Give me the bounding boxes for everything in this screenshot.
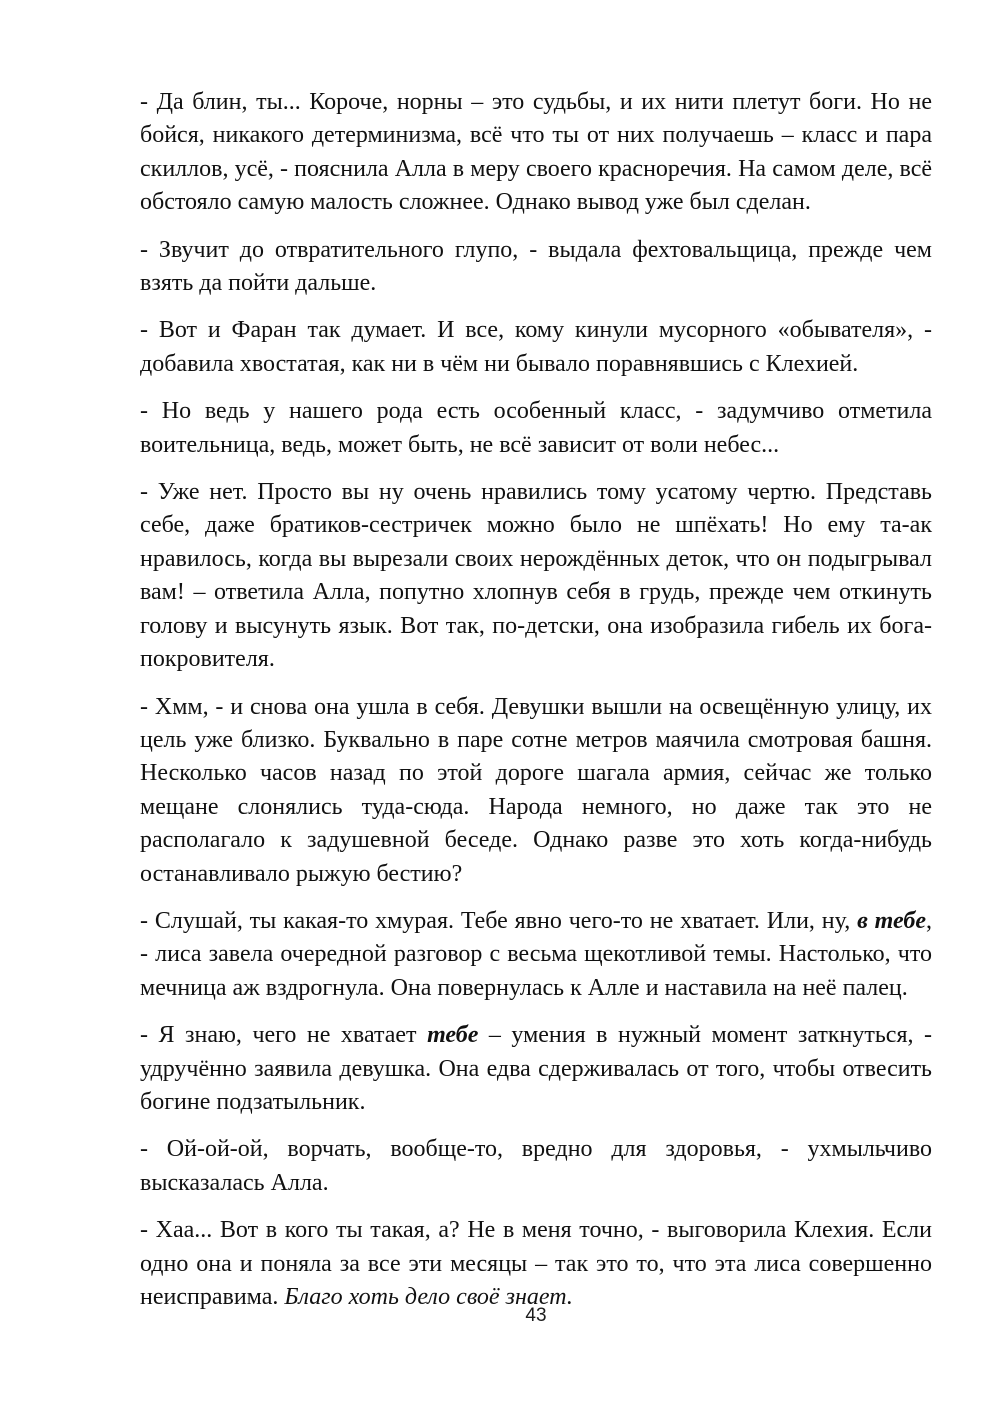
paragraph-3: [140, 314, 932, 381]
text-run: - Вот и Фаран так думает. И все, кому кинули мусорного «обывателя», - добавила хвостатая, как ни в чём ни бывало поравнявшись с Клехией.: [140, 317, 932, 377]
text-run: - Хмм, - и снова она ушла в себя. Девушки вышли на освещённую улицу, их цель уже близко. Буквально в паре сотне метров маячила смотровая башня. Несколько часов назад по этой дороге шагала армия, сейчас же только мещане слонялись туда-сюда. Народа немного, но даже так это не располагало к задушевной беседе. Однако разве это хоть когда-нибудь останавливало рыжую бестию?: [140, 693, 932, 887]
paragraph-5: [140, 476, 932, 676]
text-run: - Ой-ой-ой, ворчать, вообще-то, вредно для здоровья, - ухмыльчиво высказалась Алла.: [140, 1136, 932, 1196]
text-run: - Да блин, ты... Короче, норны – это судьбы, и их нити плетут боги. Но не бойся, никакого детерминизма, всё что ты от них получаешь – класс и пара скиллов, усё, - пояснила Алла в меру своего красноречия. На самом деле, всё обстояло самую малость сложнее. Однако вывод уже был сделан.: [140, 89, 932, 216]
text-run: - Я знаю, чего не хватает: [140, 1022, 428, 1049]
text-run: – умения в нужный момент заткнуться, - удручённо заявила девушка. Она едва сдерживалась от того, чтобы отвесить богине подзатыльник.: [140, 1022, 932, 1115]
text-run: - Но ведь у нашего рода есть особенный класс, - задумчиво отметила воительница, ведь, может быть, не всё зависит от воли небес...: [140, 398, 932, 458]
text-run: Благо хоть дело своё знает.: [284, 1284, 573, 1310]
paragraph-8: [140, 1019, 932, 1119]
text-block: [140, 86, 932, 1328]
paragraph-1: [140, 86, 932, 220]
text-run: тебе: [427, 1022, 479, 1049]
paragraph-7: [140, 905, 932, 1005]
page-number: 43: [525, 1305, 547, 1326]
text-run: в тебе: [857, 907, 926, 934]
paragraph-2: [140, 234, 932, 301]
text-run: - Хаа... Вот в кого ты такая, а? Не в меня точно, - выговорила Клехия. Если одно она и поняла за все эти месяцы – так это то, что эта лиса совершенно неисправима.: [140, 1217, 932, 1310]
text-run: - Уже нет. Просто вы ну очень нравились тому усатому чертю. Представь себе, даже братиков-сестричек можно было не шпёхать! Но ему та-ак нравилось, когда вы вырезали своих нерождённых деток, что он подыгрывал вам! – ответила Алла, попутно хлопнув себя в грудь, прежде чем откинуть голову и высунуть язык. Вот так, по-детски, она изобразила гибель их бога-покровителя.: [140, 479, 932, 673]
paragraph-4: [140, 395, 932, 462]
text-run: , - лиса завела очередной разговор с весьма щекотливой темы. Настолько, что мечница аж вздрогнула. Она повернулась к Алле и наставила на неё палец.: [140, 907, 932, 1001]
paragraph-10: [140, 1214, 932, 1314]
paragraph-6: [140, 691, 932, 891]
paragraph-9: [140, 1133, 932, 1200]
text-run: - Слушай, ты какая-то хмурая. Тебе явно чего-то не хватает. Или, ну,: [140, 907, 858, 934]
text-run: - Звучит до отвратительного глупо, - выдала фехтовальщица, прежде чем взять да пойти дальше.: [140, 236, 932, 297]
